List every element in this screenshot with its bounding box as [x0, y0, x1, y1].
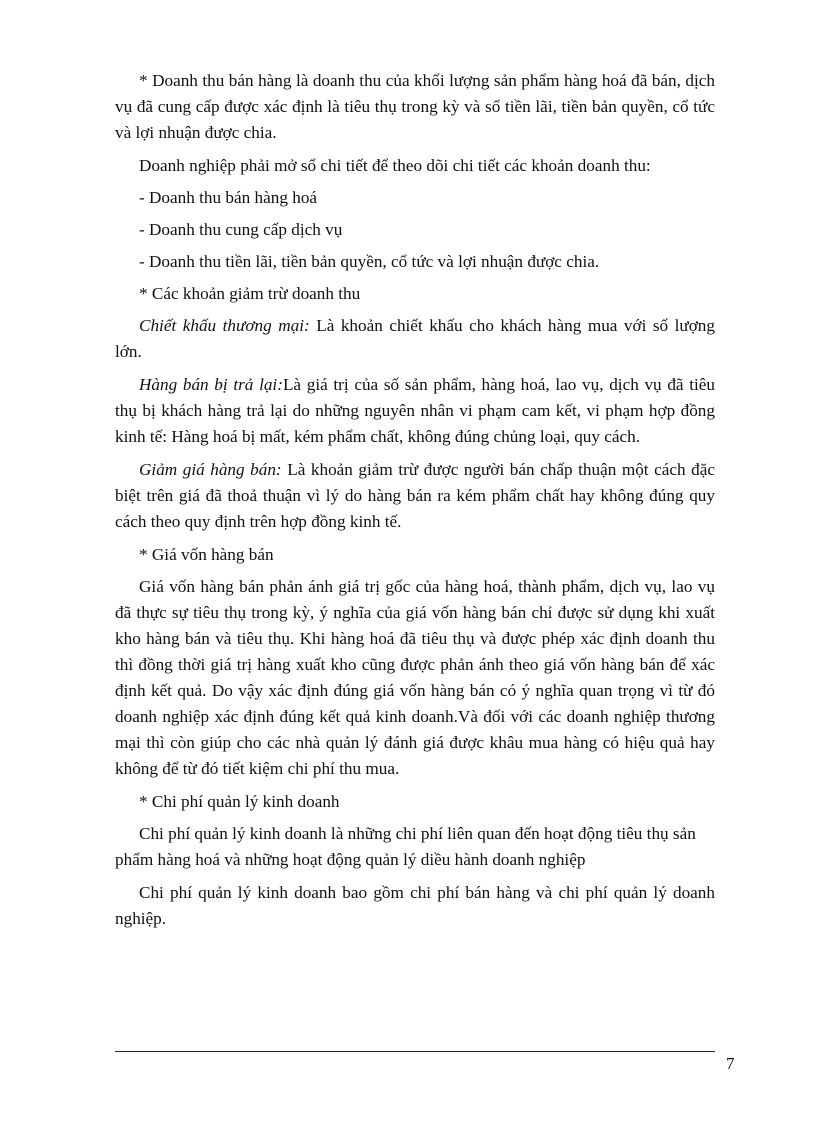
- paragraph-hang-ban-tra-lai: [115, 372, 715, 450]
- term-chiet-khau: Chiết khấu thương mại:: [139, 316, 310, 335]
- paragraph-giam-gia: [115, 457, 715, 535]
- text-giam-gia: Là khoản giảm trừ được người bán chấp thuận một cách đặc biệt trên giá đã thoả thuận vì lý do hàng bán ra kém phẩm chất hay không đúng quy cách theo quy định trên hợp đồng kinh tế.: [115, 460, 715, 531]
- heading-giam-tru: * Các khoản giảm trừ doanh thu: [139, 284, 361, 303]
- heading-chi-phi: * Chi phí quản lý kinh doanh: [139, 792, 340, 811]
- page-number: 7: [726, 1054, 735, 1073]
- term-giam-gia: Giảm giá hàng bán:: [139, 460, 282, 479]
- text-chiet-khau: Là khoản chiết khấu cho khách hàng mua với số lượng lớn.: [115, 316, 715, 361]
- footer-divider: [115, 1051, 715, 1052]
- text-hang-ban-tra-lai: Là giá trị của số sản phẩm, hàng hoá, lao vụ, dịch vụ đã tiêu thụ bị khách hàng trả lại do những nguyên nhân vi phạm cam kết, vi phạm hợp đồng kinh tế: Hàng hoá bị mất, kém phẩm chất, không đúng chủng loại, quy cách.: [115, 375, 715, 446]
- paragraph-chi-phi-1: Chi phí quản lý kinh doanh là những chi phí liên quan đến hoạt động tiêu thụ sản phẩm hàng hoá và những hoạt động quản lý diều hành doanh nghiệp: [115, 824, 696, 869]
- page-body: [115, 68, 715, 939]
- paragraph-so-chi-tiet: Doanh nghiệp phải mở sổ chi tiết để theo dõi chi tiết các khoản doanh thu:: [139, 156, 651, 175]
- term-hang-ban-tra-lai: Hàng bán bị trả lại:: [139, 375, 283, 394]
- list-item: - Doanh thu tiền lãi, tiền bản quyền, cổ tức và lợi nhuận được chia.: [139, 252, 600, 271]
- heading-gia-von: * Giá vốn hàng bán: [139, 545, 274, 564]
- list-item: - Doanh thu cung cấp dịch vụ: [139, 220, 343, 239]
- paragraph-gia-von: Giá vốn hàng bán phản ánh giá trị gốc của hàng hoá, thành phẩm, dịch vụ, lao vụ đã thực sự tiêu thụ trong kỳ, ý nghĩa của giá vốn hàng bán chỉ được sử dụng khi xuất kho hàng bán và tiêu thụ. Khi hàng hoá đã tiêu thụ và được phép xác định doanh thu thì đồng thời giá trị hàng xuất kho cũng được phản ánh theo giá vốn hàng bán để xác định kết quả. Do vậy xác định đúng giá vốn hàng bán có ý nghĩa quan trọng vì từ đó doanh nghiệp xác định đúng kết quả kinh doanh.Và đối với các doanh nghiệp thương mại thì còn giúp cho các nhà quản lý đánh giá được khâu mua hàng có hiệu quả hay không để từ đó tiết kiệm chi phí thu mua.: [115, 577, 715, 778]
- paragraph-doanh-thu: * Doanh thu bán hàng là doanh thu của khối lượng sản phẩm hàng hoá đã bán, dịch vụ đã cung cấp được xác định là tiêu thụ trong kỳ và số tiền lãi, tiền bản quyền, cổ tức và lợi nhuận được chia.: [115, 71, 715, 142]
- paragraph-chi-phi-2: Chi phí quản lý kinh doanh bao gồm chi phí bán hàng và chi phí quản lý doanh nghiệp.: [115, 883, 715, 928]
- list-item: - Doanh thu bán hàng hoá: [139, 188, 318, 207]
- paragraph-chiet-khau: [115, 313, 715, 365]
